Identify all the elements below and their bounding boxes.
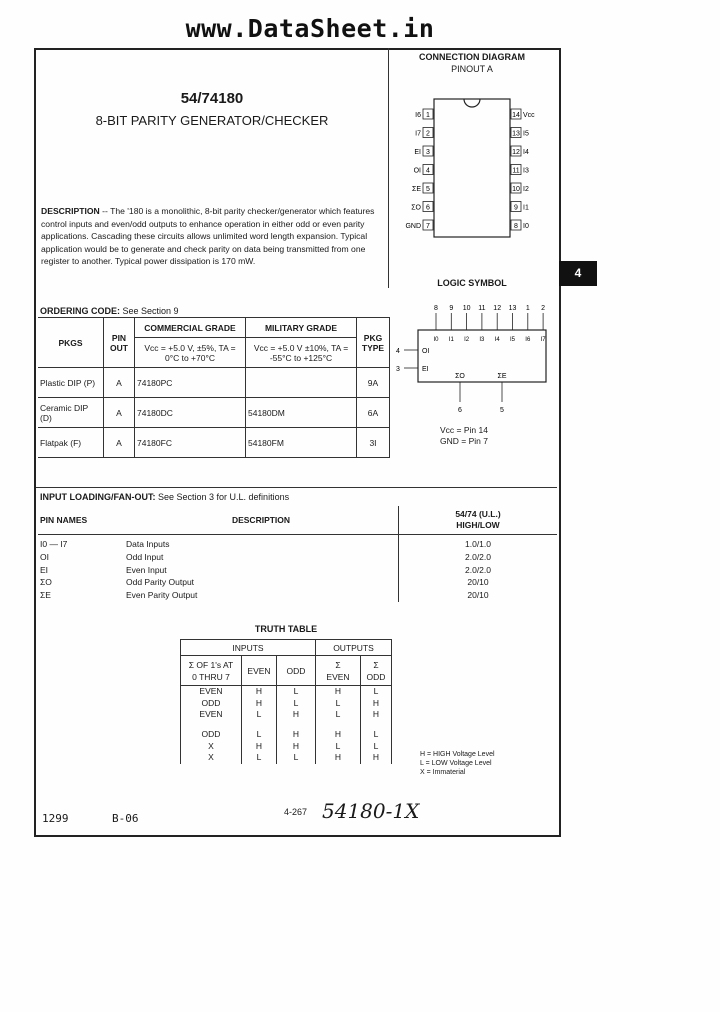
pin-number: 7 [426,223,430,230]
pin-cell: A [104,398,135,428]
logic-symbol-diagram [392,298,557,418]
pin-label: ΣO [411,204,421,212]
pin-number: 8 [514,223,518,230]
input-label: OI [422,348,430,355]
pin-name-cell: ΣO [40,577,52,588]
connection-diagram-title: CONNECTION DIAGRAM [419,52,525,62]
truth-cell: L [361,721,392,741]
table-row [38,368,390,398]
military-cell: 54180DM [246,398,357,428]
pin-number: 5 [426,186,430,193]
inputs-header: INPUTS [181,640,316,656]
truth-cell: L [316,709,361,721]
site-watermark: www.DataSheet.in [185,14,435,43]
column-divider [388,48,389,288]
pin-number: 10 [462,305,471,312]
truth-cell: H [316,686,361,698]
description-header: DESCRIPTION [124,506,399,535]
truth-cell: H [242,686,277,698]
commercial-cell: 74180PC [135,368,246,398]
loading-note: See Section 3 for U.L. definitions [155,492,290,502]
truth-table-legend [420,750,495,777]
truth-cell: L [316,698,361,710]
vcc-note: Vcc = Pin 14 [440,425,488,435]
type-cell: 9A [357,368,390,398]
pin-number: 12 [512,149,520,156]
pin-label: GND [405,223,421,230]
commercial-header: COMMERCIAL GRADE [135,318,246,338]
pin-cell: A [104,368,135,398]
pkg-cell: Flatpak (F) [38,428,104,458]
table-row [38,589,557,602]
truth-cell: EVEN [181,709,242,721]
part-number-title: 54/74180 [180,90,244,107]
table-row [38,564,557,577]
truth-cell: L [277,686,316,698]
pin-number: 1 [426,112,430,119]
pin-out-header: PIN OUT [104,318,135,368]
table-row [181,686,392,698]
description-paragraph [41,205,381,268]
odd-header: ODD [277,656,316,686]
gnd-note: GND = Pin 7 [440,436,488,446]
truth-cell: L [361,686,392,698]
sigma-even-label: EVEN [326,671,350,682]
pin-name-cell: I0 — I7 [40,539,68,549]
pin-desc-cell: Data Inputs [126,539,170,549]
pin-number: 10 [512,186,520,193]
pin-label: I3 [523,167,529,175]
loading-label: INPUT LOADING/FAN-OUT: [40,492,156,502]
ul-cell: 1.0/1.0 [399,538,558,551]
pin-number: 14 [512,112,520,119]
output-label: ΣE [497,373,507,380]
loading-table [38,506,557,602]
truth-cell: L [316,741,361,753]
even-header: EVEN [242,656,277,686]
pin-label: I7 [415,130,421,138]
truth-cell: L [242,721,277,741]
truth-cell: H [277,741,316,753]
sigma-symbol: Σ [373,659,379,670]
section-divider [36,487,557,488]
truth-cell: ODD [181,698,242,710]
truth-cell: EVEN [181,686,242,698]
ul-cell: 20/10 [399,589,558,602]
pkgs-header: PKGS [38,318,104,368]
pin-number: 1 [525,305,530,312]
type-cell: 3I [357,428,390,458]
pin-label: Vcc [523,112,535,119]
pin-number: 4 [426,167,430,175]
truth-cell: H [242,741,277,753]
description-text: -- The '180 is a monolithic, 8-bit parity checker/generator which features control inputs and even/odd outputs to enhance operation in either odd or even parity applications. Cascading these circuits allows unlimited word length expansion. Typical application would be to generate and check parity on data being transmitted from one register to another. Typical power dissipation is 170 mW. [41,206,375,266]
footer-code-left: 1299 [42,812,69,825]
dip-notch [464,99,480,107]
pin-number: 2 [541,305,546,312]
pin-desc-cell: Odd Input [126,551,164,562]
table-row [38,538,557,551]
ul-cell: 2.0/2.0 [399,564,558,577]
pin-number: 13 [512,130,520,138]
pin-label: I5 [523,130,529,138]
pin-label: I0 [523,223,529,230]
truth-cell: L [242,709,277,721]
input-label: I2 [464,337,470,343]
legend-low: L = LOW Voltage Level [420,760,492,767]
table-row [181,752,392,764]
pin-label: ΣE [412,186,421,193]
pin-name-cell: EI [40,564,49,575]
handwritten-note: 54180-1X [322,799,420,823]
pkg-cell: Ceramic DIP (D) [38,398,104,428]
legend-high: H = HIGH Voltage Level [420,751,495,758]
truth-table [180,639,392,764]
truth-cell: H [316,752,361,764]
truth-cell: L [242,752,277,764]
pkg-type-header: PKG TYPE [357,318,390,368]
pin-number: 9 [514,204,518,212]
table-row [38,428,390,458]
table-row [181,698,392,710]
military-conditions: Vcc = +5.0 V ±10%, TA = -55°C to +125°C [246,338,357,368]
truth-cell: L [277,752,316,764]
ordering-label: ORDERING CODE: [40,306,121,316]
pin-label: I2 [523,186,529,193]
pin-number: 8 [434,305,438,312]
section-tab: 4 [559,261,597,286]
pin-number: 6 [458,407,462,414]
input-label: I3 [479,337,485,343]
table-row [181,709,392,721]
pin-number: 2 [426,130,430,138]
pin-label: OI [413,167,421,175]
table-row [38,576,557,589]
ul-cell: 2.0/2.0 [399,551,558,564]
military-header: MILITARY GRADE [246,318,357,338]
sum-header [181,656,242,686]
pin-number: 9 [449,305,454,312]
truth-table-title: TRUTH TABLE [254,624,318,634]
ul-header [399,506,558,535]
table-row [38,398,390,428]
loading-heading [40,492,289,502]
input-label: I0 [433,337,439,343]
truth-cell: X [181,741,242,753]
commercial-cell: 74180DC [135,398,246,428]
page-number: 4-267 [284,807,308,817]
pinout-label: PINOUT A [451,64,493,74]
pin-number: 4 [396,348,400,355]
ordering-table [38,317,390,458]
type-cell: 6A [357,398,390,428]
truth-cell: H [361,709,392,721]
ordering-note: See Section 9 [120,306,179,316]
pin-number: 11 [512,167,520,175]
table-row [181,721,392,741]
pin-names-header: PIN NAMES [38,506,124,535]
pin-label: I6 [415,112,421,119]
sum-header-line1: Σ OF 1's AT [188,659,234,670]
input-label: I6 [525,337,531,343]
pin-name-cell: ΣE [40,590,51,601]
truth-cell: H [361,752,392,764]
pin-number: 5 [500,407,504,414]
description-label: DESCRIPTION [41,206,100,216]
ul-header-line1: 54/74 (U.L.) [455,509,501,519]
input-label: I5 [509,337,516,343]
commercial-conditions: Vcc = +5.0 V, ±5%, TA = 0°C to +70°C [135,338,246,368]
pin-number: 11 [478,305,486,312]
pin-label: EI [414,149,421,156]
military-cell [246,368,357,398]
pkg-cell: Plastic DIP (P) [38,368,104,398]
truth-cell: X [181,752,242,764]
sigma-odd-header [361,656,392,686]
pin-label: I1 [523,204,529,212]
input-label: I4 [494,337,500,343]
truth-cell: L [277,698,316,710]
ul-cell: 20/10 [399,576,558,589]
pin-desc-cell: Even Input [126,564,167,575]
input-label: I7 [540,337,546,343]
pin-number: 3 [396,366,400,373]
pin-cell: A [104,428,135,458]
pin-desc-cell: Odd Parity Output [126,577,195,588]
input-label: EI [422,366,429,373]
truth-cell: ODD [181,721,242,741]
sigma-even-header [316,656,361,686]
pin-number: 3 [426,149,430,156]
logic-symbol-title: LOGIC SYMBOL [437,278,507,288]
pin-number: 6 [426,204,430,212]
truth-cell: H [242,698,277,710]
military-cell: 54180FM [246,428,357,458]
output-label: ΣO [455,373,465,380]
input-label: I1 [448,337,454,343]
truth-cell: H [316,721,361,741]
table-row [38,551,557,564]
pin-desc-cell: Even Parity Output [126,590,198,601]
legend-immaterial: X = Immaterial [420,769,466,776]
commercial-cell: 74180FC [135,428,246,458]
ordering-code-heading [40,306,179,316]
outputs-header: OUTPUTS [316,640,392,656]
dip-body [434,99,510,237]
truth-cell: H [277,709,316,721]
pin-name-cell: OI [40,551,49,562]
device-subtitle: 8-BIT PARITY GENERATOR/CHECKER [95,113,329,128]
ul-header-line2: HIGH/LOW [456,520,500,530]
sum-header-line2: 0 THRU 7 [192,671,230,682]
sigma-odd-label: ODD [366,671,386,682]
pin-label: I4 [523,149,529,156]
truth-cell: H [277,721,316,741]
footer-code-mid: B-06 [112,812,139,825]
truth-cell: H [361,698,392,710]
pin-number: 13 [508,305,517,312]
sigma-symbol: Σ [335,659,341,670]
table-row [181,741,392,753]
dip-package-diagram [396,95,536,240]
truth-cell: L [361,741,392,753]
pin-number: 12 [493,305,502,312]
